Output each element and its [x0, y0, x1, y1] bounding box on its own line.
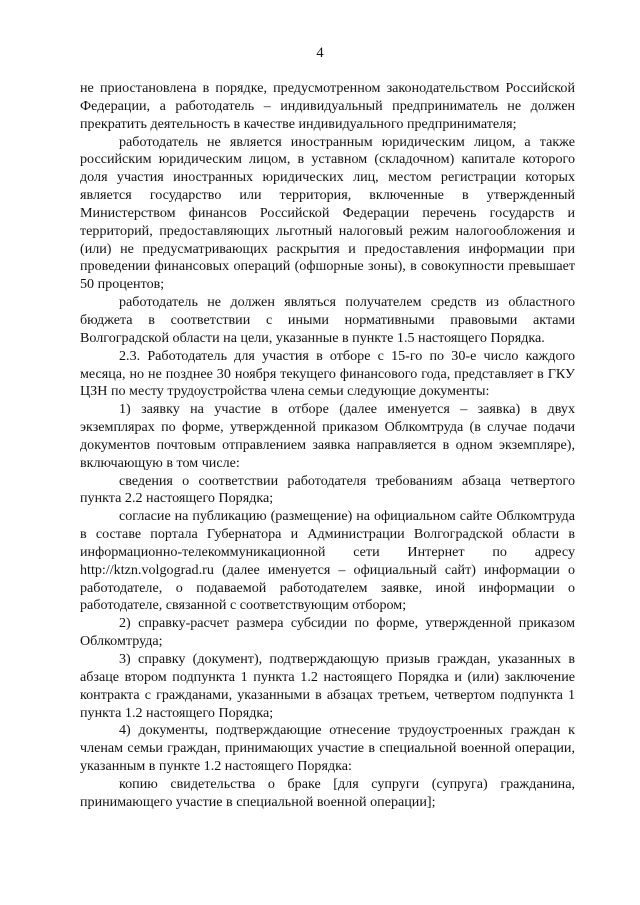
paragraph-11: копию свидетельства о браке [для супруги (супруга) гражданина, принимающего участие в специальной военной операции]; [80, 775, 575, 810]
paragraph-9: 3) справку (документ), подтверждающую призыв граждан, указанных в абзаце втором подпункта 1 пункта 1.2 настоящего Порядка и (или) заключение контракта с гражданами, указанными в абзацах третьем, четвертом подпункта 1 пункта 1.2 настоящего Порядка; [80, 651, 575, 721]
paragraph-7: согласие на публикацию (размещение) на официальном сайте Облкомтруда в составе портала Губернатора и Администрации Волгоградской области в информационно-телекоммуникационной сети Интернет по адресу http://ktzn.volgograd.ru (далее именуется – официальный сайт) информации о работодателе, о подаваемой работодателем заявке, иной информации о работодателе, связанной с соответствующим отбором; [80, 508, 575, 614]
paragraph-8: 2) справку-расчет размера субсидии по форме, утвержденной приказом Облкомтруда; [80, 615, 575, 650]
document-body [80, 80, 575, 812]
paragraph-2: работодатель не является иностранным юридическим лицом, а также российским юридическим лицом, в уставном (складочном) капитале которого доля участия иностранных юридических лиц, местом регистрации которых является государство или территория, включенные в утвержденный Министерством финансов Российской Федерации перечень государств и территорий, предоставляющих льготный налоговый режим налогообложения и (или) не предусматривающих раскрытия и предоставления информации при проведении финансовых операций (офшорные зоны), в совокупности превышает 50 процентов; [80, 133, 575, 293]
paragraph-10: 4) документы, подтверждающие отнесение трудоустроенных граждан к членам семьи граждан, принимающих участие в специальной военной операции, указанным в пункте 1.2 настоящего Порядка: [80, 722, 575, 775]
paragraph-3: работодатель не должен являться получателем средств из областного бюджета в соответствии с иными нормативными правовыми актами Волгоградской области на цели, указанные в пункте 1.5 настоящего Порядка. [80, 294, 575, 346]
paragraph-4: 2.3. Работодатель для участия в отборе с 15-го по 30-е число каждого месяца, но не позднее 30 ноября текущего финансового года, представляет в ГКУ ЦЗН по месту трудоустройства члена семьи следующие документы: [80, 347, 575, 400]
paragraph-5: 1) заявку на участие в отборе (далее именуется – заявка) в двух экземплярах по форме, утвержденной приказом Облкомтруда (в случае подачи документов почтовым отправлением заявка направляется в одном экземпляре), включающую в том числе: [80, 401, 575, 471]
paragraph-6: сведения о соответствии работодателя требованиям абзаца четвертого пункта 2.2 настоящего Порядка; [80, 472, 575, 507]
paragraph-1: не приостановлена в порядке, предусмотренном законодательством Российской Федерации, а работодатель – индивидуальный предприниматель не должен прекратить деятельность в качестве индивидуального предпринимателя; [80, 80, 575, 132]
page-number: 4 [316, 45, 324, 61]
